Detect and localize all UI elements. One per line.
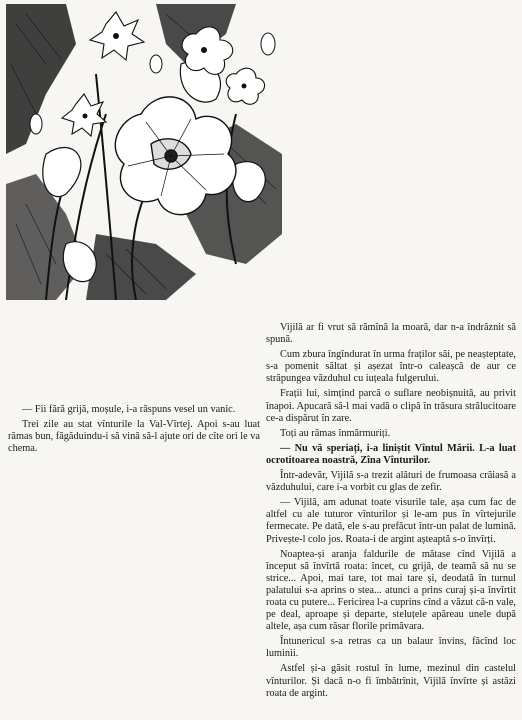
paragraph: Frații lui, simțind parcă o suflare neobișnuită, au privit înapoi. Apucară să-l mai vadă o clipă în trăsura strălucitoare ce-a dispărut în zare. xyxy=(266,388,516,424)
paragraph: Trei zile au stat vînturile la Val-Vîrtej. Apoi s-au luat rămas bun, făgăduindu-i să vină să-l ajute ori de cîte ori le va chema. xyxy=(8,419,260,455)
paragraph: — Vijilă, am adunat toate visurile tale, așa cum fac de altfel cu ale tuturor vînturilor și le-am pus în vîrtejurile fermecate. Pe dată, ele s-au prefăcut într-un palat de lumină. Privește-l colo jos. Roata-i de argint așteaptă s-o învîrți. xyxy=(266,497,516,545)
paragraph: — Fii fără grijă, moșule, i-a răspuns vesel un vanic. xyxy=(22,404,236,415)
paragraph: Într-adevăr, Vijilă s-a trezit alături de frumoasa crăiasă a văzduhului, care i-a vorbit cu glas de zefir. xyxy=(266,470,516,494)
paragraph: — Nu vă speriați, i-a liniștit Vîntul Mării. L-a luat ocrotitoarea noastră, Zîna Vînturilor. xyxy=(266,442,516,466)
paragraph: Toți au rămas înmărmuriți. xyxy=(280,427,391,439)
paragraph: Întunericul s-a retras ca un balaur învins, făcînd loc luminii. xyxy=(266,636,516,660)
flower-drawing-icon xyxy=(6,4,282,300)
paragraph: Astfel și-a găsit rostul în lume, mezinul din castelul vînturilor. Și dacă n-o fi îmbătrînit, Vijilă învîrte și astăzi roata de argint. xyxy=(266,663,516,699)
left-text-column xyxy=(8,404,260,458)
flower-illustration xyxy=(6,4,282,300)
right-text-column xyxy=(266,322,516,703)
paragraph: Noaptea-și aranja faldurile de mătase cînd Vijilă a început să învîrtă roata: încet, cu grijă, de teamă să nu se strice... Apoi, mai tare, tot mai tare și, deodată în turnul palatului s-a aprins o stea... atunci a prins curaj și-a învîrtit roata cu putere... Fericirea l-a cuprins cînd a văzut că-n vale, pe deal, aproape și departe, steluțele apăreau unele după altele, așa cum răsar florile primăvara. xyxy=(266,548,516,633)
paragraph: Cum zbura îngîndurat în urma fraților săi, pe neașteptate, s-a pomenit săltat și așezat într-o caleașcă de aur ce străpungea văzduhul cu iuțeala fulgerului. xyxy=(266,349,516,385)
paragraph: Vijilă ar fi vrut să rămînă la moară, dar n-a îndrăznit să spună. xyxy=(266,322,516,346)
